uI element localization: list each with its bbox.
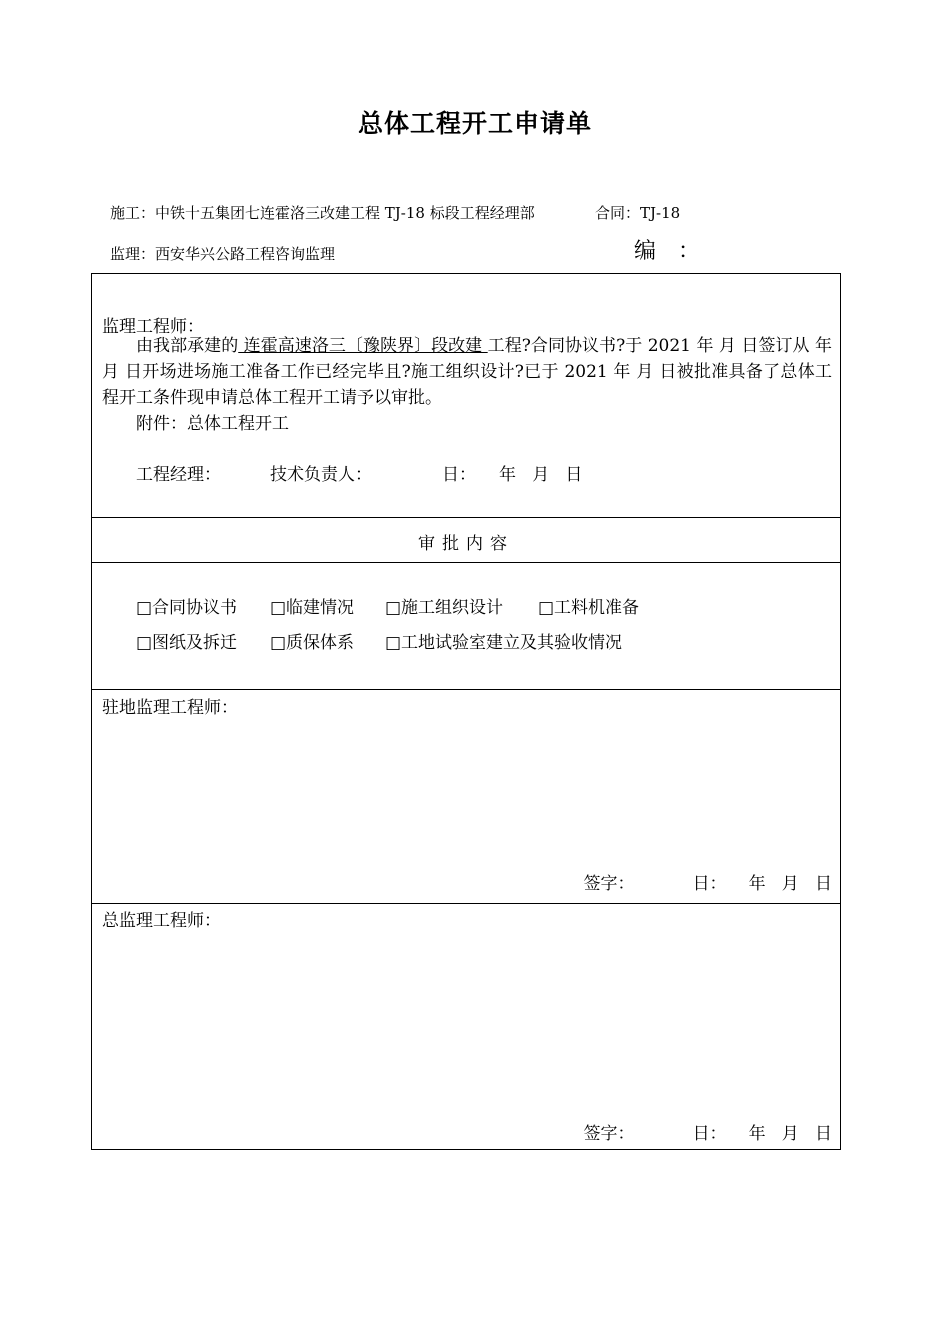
application-text-body: 工程?合同协议书?于 2021 年 月 日签订从 年 月 日开场进场施工准备工作已经完毕且?施工组织设计?已于 2021 年 月 日被批准具备了总体工程开工条件现申请总体工程开工请予以审批。	[102, 336, 832, 408]
application-date-label: 日：	[442, 465, 476, 485]
addressee: 监理工程师：	[102, 317, 204, 337]
serial-number-label: 编	[634, 239, 657, 264]
supervisor-info: 监理：西安华兴公路工程咨询监理	[110, 245, 336, 263]
contractor-info: 施工：中铁十五集团七连霍洛三改建工程 TJ-18 标段工程经理部	[110, 204, 535, 222]
resident-date-label: 日：	[692, 874, 727, 894]
serial-number-colon: ：	[678, 239, 701, 264]
contract-number: 合同：TJ-18	[595, 204, 681, 222]
review-heading: 审批内容	[418, 534, 514, 554]
checkbox-temporary-works[interactable]: □临建情况	[270, 598, 355, 618]
application-text-intro: 由我部承建的	[136, 336, 239, 356]
chief-date-value: 年 月 日	[748, 1124, 832, 1144]
checkbox-construction-plan[interactable]: □施工组织设计	[385, 598, 504, 618]
divider	[92, 517, 840, 518]
resident-signature-line	[584, 869, 832, 894]
resident-date-value: 年 月 日	[748, 874, 832, 894]
divider	[92, 903, 840, 904]
tech-lead-label: 技术负责人：	[270, 465, 372, 485]
application-text	[102, 333, 832, 437]
resident-engineer-label: 驻地监理工程师：	[102, 698, 238, 718]
page-title: 总体工程开工申请单	[357, 109, 592, 138]
application-date-value: 年 月 日	[499, 465, 583, 485]
divider	[92, 689, 840, 690]
serial-number	[634, 234, 700, 265]
checkbox-drawings[interactable]: □图纸及拆迁	[136, 633, 238, 653]
application-form	[91, 273, 841, 1150]
chief-engineer-label: 总监理工程师：	[102, 911, 221, 931]
project-name: 连霍高速洛三〔豫陕界〕段改建	[238, 336, 488, 356]
resident-sign-label: 签字：	[583, 874, 635, 894]
checkbox-quality-system[interactable]: □质保体系	[270, 633, 355, 653]
chief-sign-label: 签字：	[583, 1124, 635, 1144]
chief-signature-line	[584, 1119, 832, 1144]
attachment-line: 附件：总体工程开工	[136, 414, 289, 434]
chief-date-label: 日：	[692, 1124, 727, 1144]
checkbox-contract[interactable]: □合同协议书	[136, 598, 238, 618]
manager-label: 工程经理：	[136, 465, 221, 485]
checkbox-site-lab[interactable]: □工地试验室建立及其验收情况	[385, 633, 623, 653]
checkbox-materials[interactable]: □工料机准备	[538, 598, 640, 618]
divider	[92, 562, 840, 563]
